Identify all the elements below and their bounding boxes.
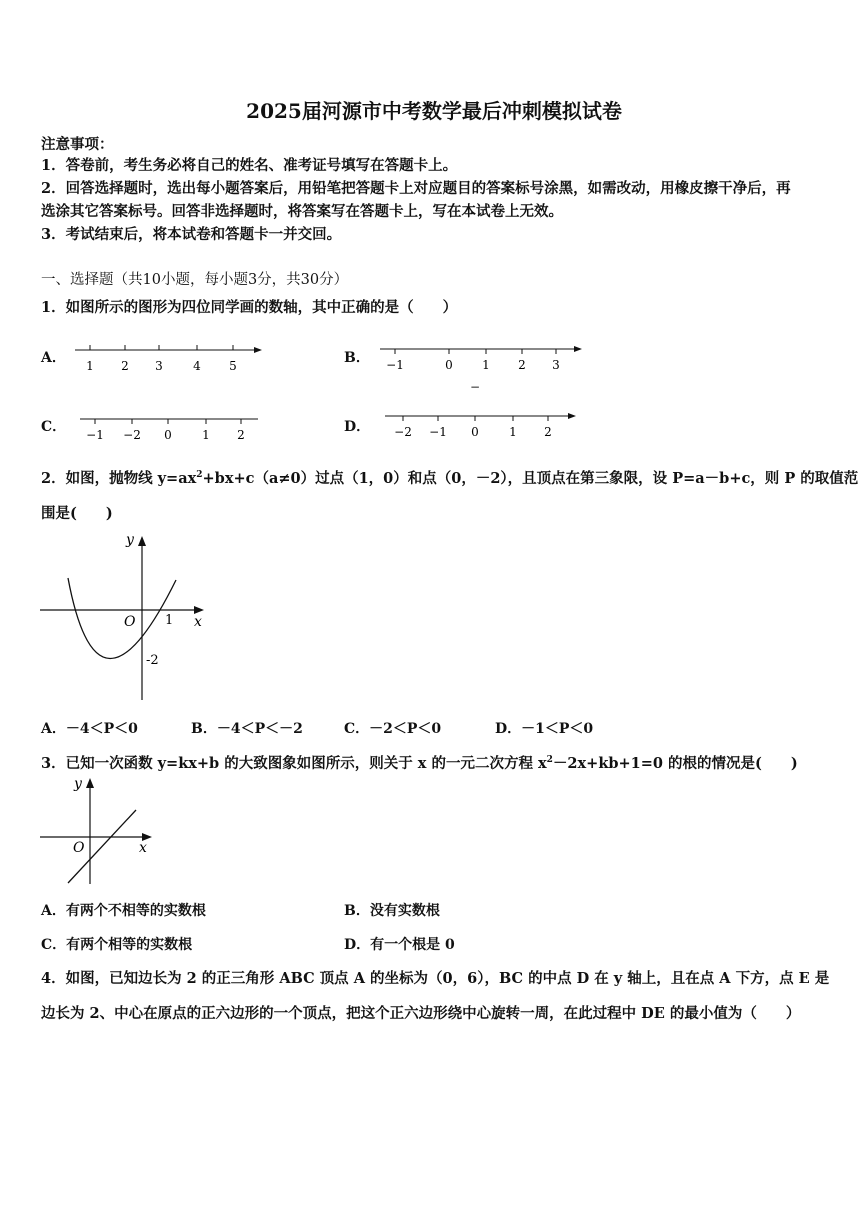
- linear-function-graph: [38, 770, 163, 890]
- parabola-graph: [38, 528, 213, 706]
- option-b-label: B．: [344, 350, 370, 366]
- x-axis-label: x: [139, 840, 147, 856]
- tick-label: −1: [429, 425, 447, 439]
- tick-label: −2: [394, 425, 412, 439]
- tick-label: −1: [386, 358, 404, 372]
- tick-label: −2: [123, 428, 141, 442]
- tick-label: 0: [164, 428, 172, 442]
- stray-mark: −: [470, 380, 481, 394]
- number-line-a: [70, 340, 270, 376]
- number-line-b: [375, 340, 590, 376]
- q3-option-b: B．没有实数根: [344, 903, 440, 919]
- number-line-c: [75, 410, 265, 446]
- q3-option-a: A．有两个不相等的实数根: [41, 903, 206, 919]
- notice-item: 2．回答选择题时，选出每小题答案后，用铅笔把答题卡上对应题目的答案标号涂黑，如需改动，用橡皮擦干净后，再: [41, 180, 791, 197]
- question-2-stem-cont: 围是( ): [41, 505, 113, 522]
- q2-option-c: C．－2＜P＜0: [344, 721, 442, 737]
- tick-label: −1: [86, 428, 104, 442]
- q2-option-b: B．－4＜P＜－2: [191, 721, 303, 737]
- tick-label: 1: [202, 428, 210, 442]
- q2-option-a: A．－4＜P＜0: [41, 721, 138, 737]
- section-heading: 一、选择题（共10小题，每小题3分，共30分）: [41, 272, 349, 288]
- question-1-stem: 1．如图所示的图形为四位同学画的数轴，其中正确的是（ ）: [41, 299, 458, 316]
- notice-item: 选涂其它答案标号。回答非选择题时，将答案写在答题卡上，写在本试卷上无效。: [41, 203, 563, 220]
- y-intercept-label: -2: [146, 653, 159, 668]
- option-c-label: C．: [41, 419, 67, 435]
- question-2-stem: 2．如图，抛物线 $y=ax^2+bx+c(a\ne 0)$过点（1，0）和点（0，－2），且顶点在第三象限，设 P=a－b+c，则 P 的取值范: [41, 470, 859, 487]
- tick-label: 2: [237, 428, 245, 442]
- q3-option-c: C．有两个相等的实数根: [41, 937, 193, 953]
- tick-label: 1: [509, 425, 517, 439]
- notice-heading: 注意事项：: [41, 136, 114, 153]
- origin-label: O: [124, 614, 136, 630]
- y-axis-label: y: [74, 776, 82, 792]
- tick-label: 2: [518, 358, 526, 372]
- y-axis-label: y: [126, 532, 134, 548]
- tick-label: 4: [193, 359, 201, 373]
- question-4-stem: 4．如图，已知边长为 2 的正三角形 ABC 顶点 A 的坐标为（0，6），BC 的中点 D 在 y 轴上，且在点 A 下方，点 E 是: [41, 970, 830, 987]
- question-3-stem: 3．已知一次函数 y=kx+b 的大致图象如图所示，则关于 x 的一元二次方程 $x^2-2x+kb+1=0$ 的根的情况是( ): [41, 755, 798, 772]
- parabola-curve: [68, 578, 176, 659]
- tick-label: 0: [445, 358, 453, 372]
- origin-label: O: [73, 840, 85, 856]
- tick-label: 5: [229, 359, 237, 373]
- notice-item: 3．考试结束后，将本试卷和答题卡一并交回。: [41, 226, 342, 243]
- option-a-label: A．: [41, 350, 66, 366]
- option-d-label: D．: [344, 419, 371, 435]
- notice-item: 1．答卷前，考生务必将自己的姓名、准考证号填写在答题卡上。: [41, 157, 458, 174]
- x-axis-label: x: [194, 614, 202, 630]
- page-title: 2025届河源市中考数学最后冲刺模拟试卷: [246, 99, 622, 123]
- q3-option-d: D．有一个根是 0: [344, 937, 455, 953]
- x-intercept-label: 1: [165, 613, 174, 628]
- tick-label: 3: [552, 358, 560, 372]
- number-line-d: [380, 407, 585, 443]
- tick-label: 2: [121, 359, 129, 373]
- tick-label: 0: [471, 425, 479, 439]
- tick-label: 1: [482, 358, 490, 372]
- tick-label: 2: [544, 425, 552, 439]
- tick-label: 3: [155, 359, 163, 373]
- q2-option-d: D．－1＜P＜0: [495, 721, 594, 737]
- tick-label: 1: [86, 359, 94, 373]
- question-4-stem-cont: 边长为 2、中心在原点的正六边形的一个顶点，把这个正六边形绕中心旋转一周，在此过程中 DE 的最小值为（ ）: [41, 1005, 801, 1022]
